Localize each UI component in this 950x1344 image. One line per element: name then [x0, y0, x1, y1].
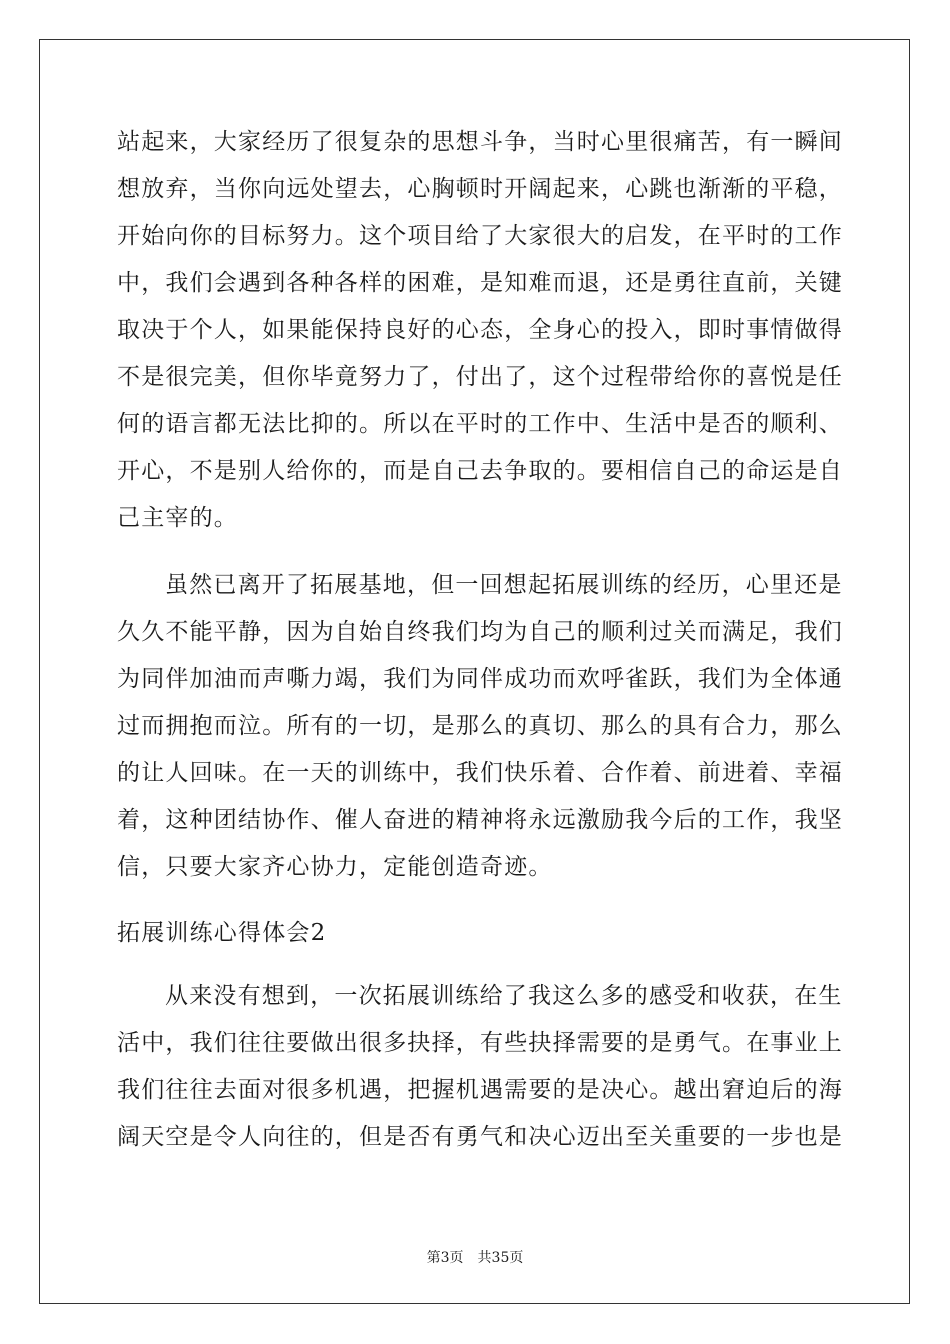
text-line: 活中，我们往往要做出很多抉择，有些抉择需要的是勇气。在事业上 — [117, 1030, 843, 1056]
text-line: 从来没有想到，一次拓展训练给了我这么多的感受和收获，在生 — [165, 983, 843, 1009]
text-line: 久久不能平静，因为自始自终我们均为自己的顺利过关而满足，我们 — [117, 619, 843, 645]
text-line: 信，只要大家齐心协力，定能创造奇迹。 — [117, 854, 553, 880]
text-line: 开始向你的目标努力。这个项目给了大家很大的启发，在平时的工作 — [117, 223, 843, 249]
section-heading: 拓展训练心得体会2 — [117, 920, 327, 946]
text-line: 阔天空是令人向往的，但是否有勇气和决心迈出至关重要的一步也是 — [117, 1124, 843, 1150]
text-line: 取决于个人，如果能保持良好的心态，全身心的投入，即时事情做得 — [117, 317, 843, 343]
text-line: 开心，不是别人给你的，而是自己去争取的。要相信自己的命运是自 — [117, 458, 843, 484]
text-line: 我们往往去面对很多机遇，把握机遇需要的是决心。越出窘迫后的海 — [117, 1077, 843, 1103]
text-line: 着，这种团结协作、催人奋进的精神将永远激励我今后的工作，我坚 — [117, 807, 843, 833]
page-number: 第3页 共35页 — [426, 1250, 524, 1266]
text-line: 己主宰的。 — [117, 505, 238, 531]
text-line: 想放弃，当你向远处望去，心胸顿时开阔起来，心跳也渐渐的平稳， — [117, 176, 843, 202]
text-line: 虽然已离开了拓展基地，但一回想起拓展训练的经历，心里还是 — [165, 572, 843, 598]
text-line: 不是很完美，但你毕竟努力了，付出了，这个过程带给你的喜悦是任 — [117, 364, 843, 390]
text-line: 中，我们会遇到各种各样的困难，是知难而退，还是勇往直前，关键 — [117, 270, 843, 296]
text-line: 何的语言都无法比抑的。所以在平时的工作中、生活中是否的顺利、 — [117, 411, 843, 437]
text-line: 为同伴加油而声嘶力竭，我们为同伴成功而欢呼雀跃，我们为全体通 — [117, 666, 843, 692]
text-line: 过而拥抱而泣。所有的一切，是那么的真切、那么的具有合力，那么 — [117, 713, 843, 739]
text-line: 的让人回味。在一天的训练中，我们快乐着、合作着、前进着、幸福 — [117, 760, 843, 786]
text-line: 站起来，大家经历了很复杂的思想斗争，当时心里很痛苦，有一瞬间 — [117, 129, 843, 155]
